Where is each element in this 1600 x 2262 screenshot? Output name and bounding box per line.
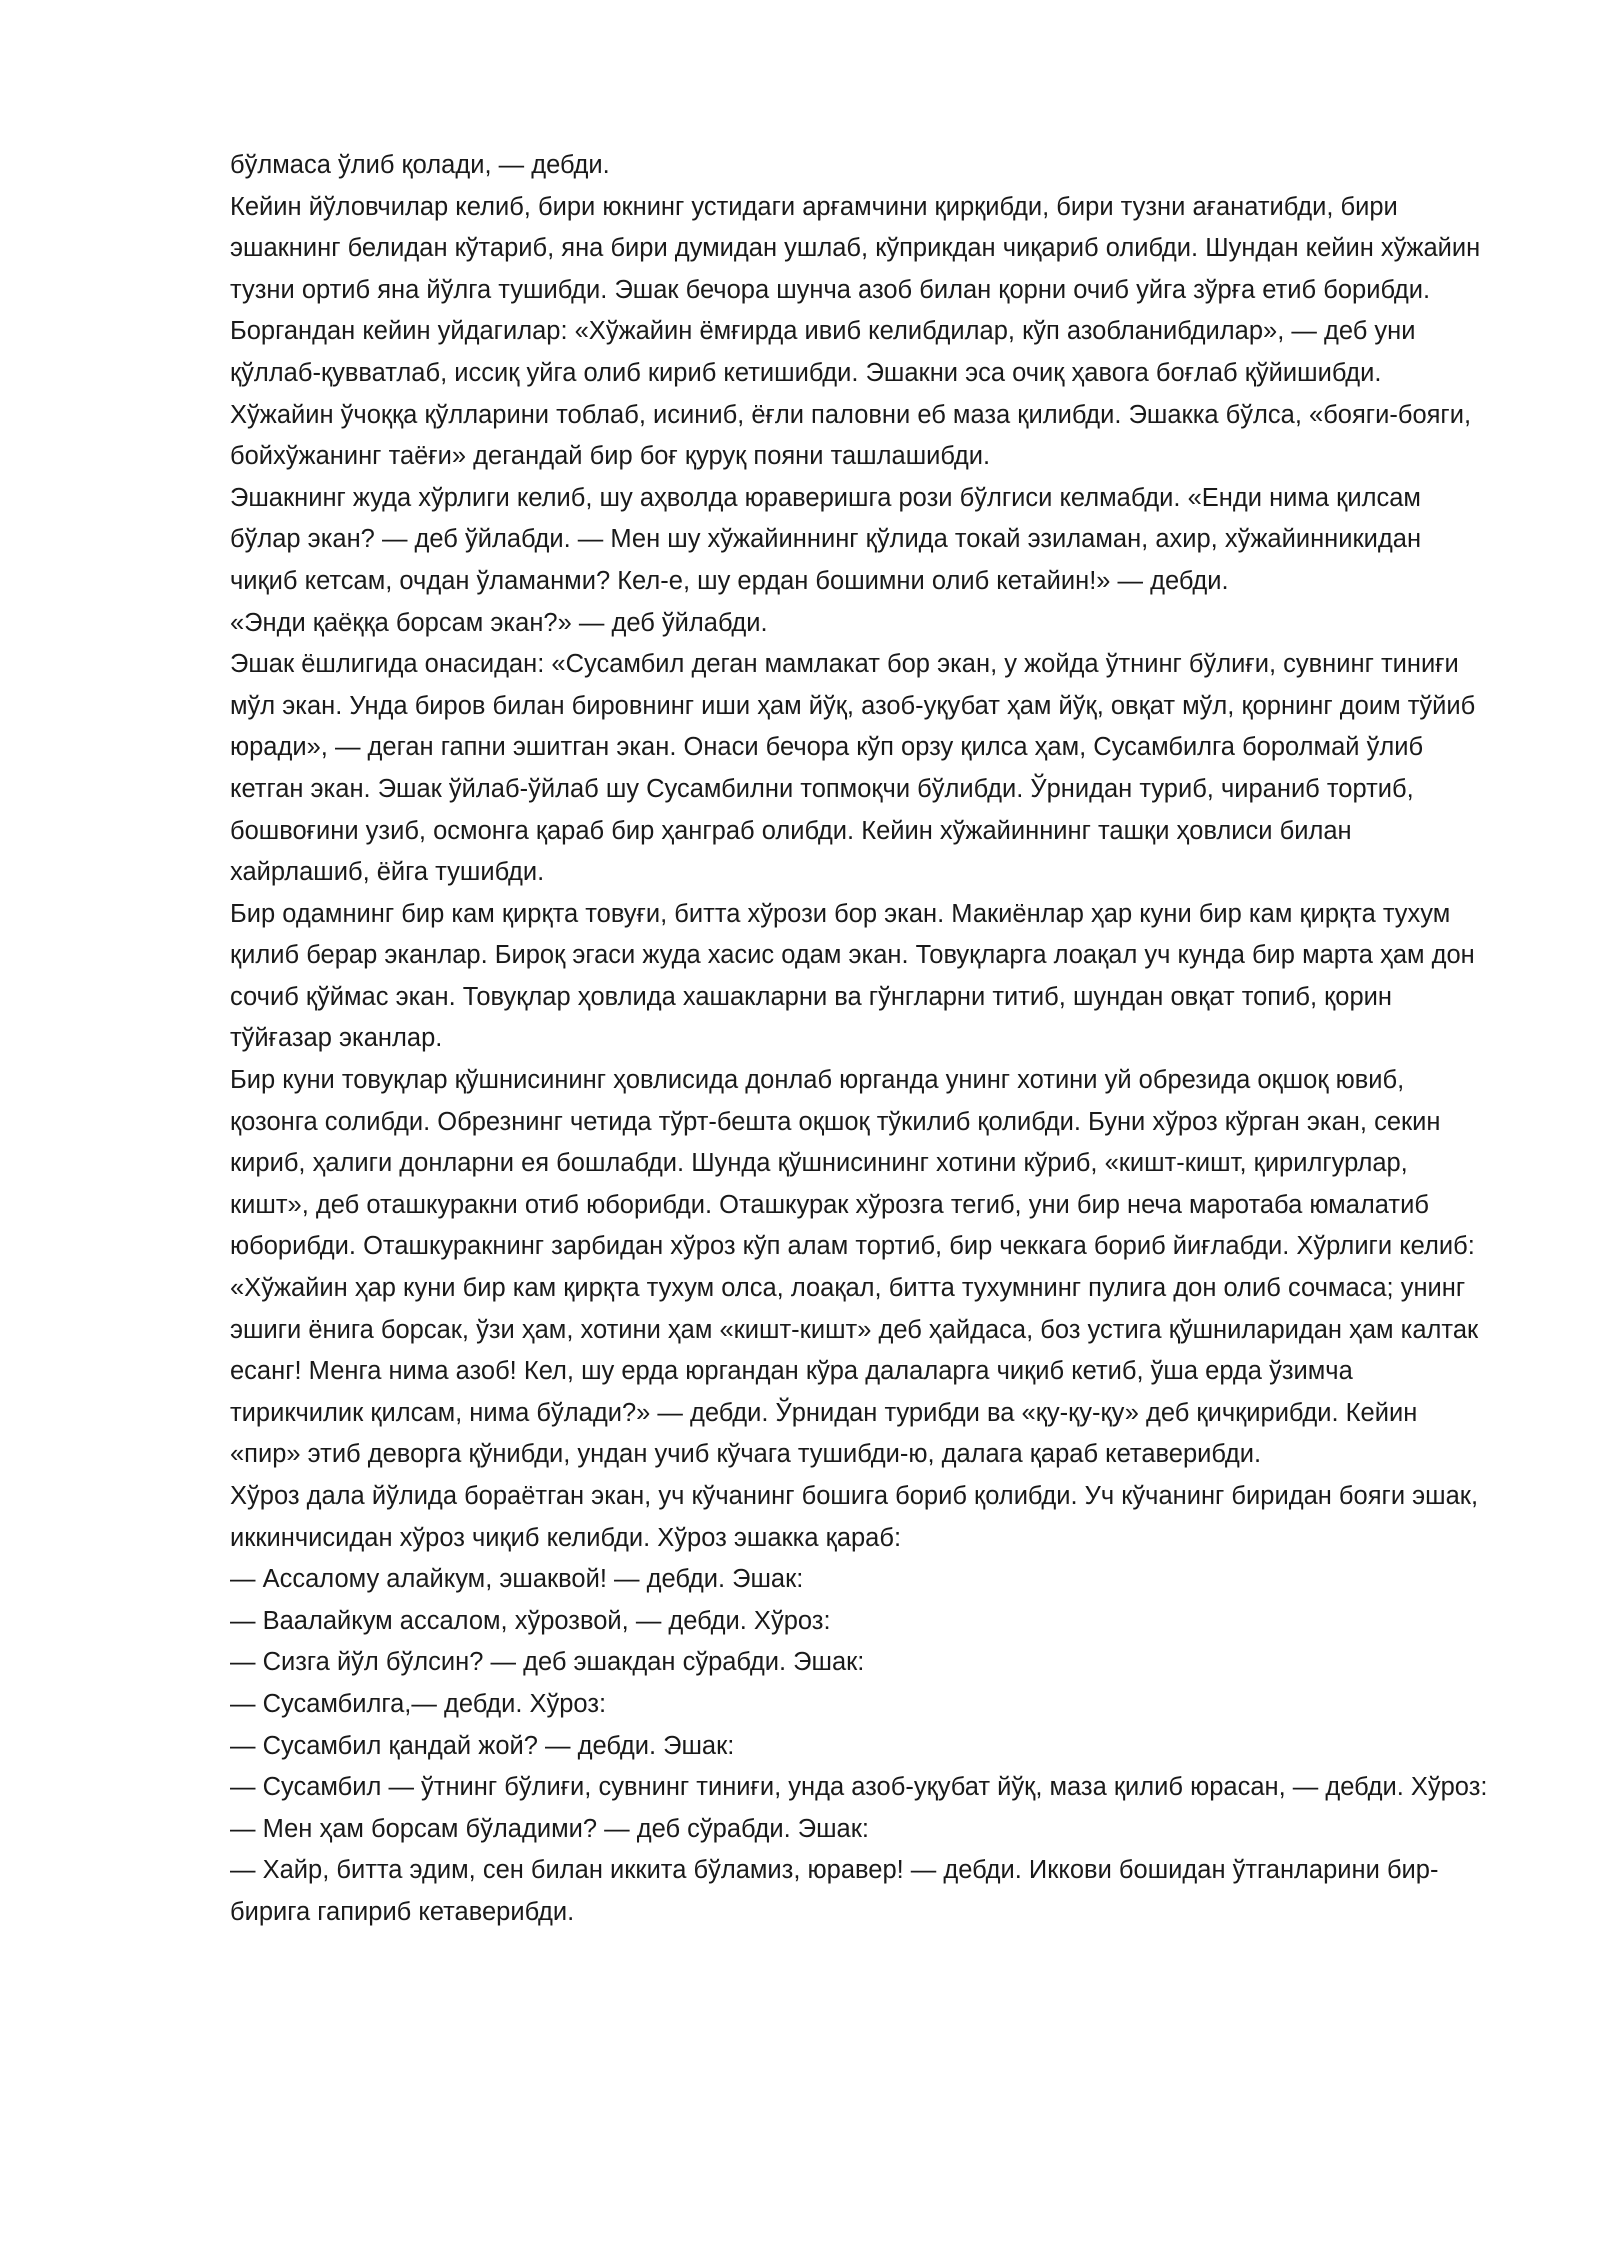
paragraph-7: Бир куни товуқлар қўшнисининг ҳовлисида донлаб юрганда унинг хотини уй обрезида оқшоқ ювиб, қозонга солибди. Обрезнинг четида тўрт-бешта оқшоқ тўкилиб қолибди. Буни хўроз кўрган экан, секин кириб, ҳалиги донларни ея бошлабди. Шунда қўшнисининг хотини кўриб, «кишт-кишт, қирилгурлар, кишт», деб оташкуракни отиб юборибди. Оташкурак хўрозга тегиб, уни бир неча маротаба юмалатиб юборибди. Оташкуракнинг зарбидан хўроз кўп алам тортиб, бир чеккага бориб йиғлабди. Хўрлиги келиб: «Хўжайин ҳар куни бир кам қирқта тухум олса, лоақал, битта тухумнинг пулига дон олиб сочмаса; унинг эшиги ёнига борсак, ўзи ҳам, хотини ҳам «кишт-кишт» деб ҳайдаса, боз устига қўшниларидан ҳам калтак есанг! Менга нима азоб! Кел, шу ерда юргандан кўра далаларга чиқиб кетиб, ўша ерда ўзимча тирикчилик қилсам, нима бўлади?» — дебди. Ўрнидан турибди ва «қу-қу-қу» деб қичқирибди. Кейин «пир» этиб деворга қўнибди, ундан учиб кўчага тушибди-ю, далага қараб кетаверибди. xyxy=(230,1066,1479,1469)
dialogue-line-2: — Ваалайкум ассалом, хўрозвой, — дебди. Хўроз: xyxy=(230,1606,831,1635)
paragraph-1: бўлмаса ўлиб қолади, — дебди. xyxy=(230,151,610,179)
dialogue-line-6: — Сусамбил — ўтнинг бўлиғи, сувнинг тиниғи, унда азоб-уқубат йўқ, маза қилиб юрасан, — дебди. Хўроз: xyxy=(230,1773,1488,1802)
paragraph-8: Хўроз дала йўлида бораётган экан, уч кўчанинг бошига бориб қолибди. Уч кўчанинг биридан бояги эшак, иккинчисидан хўроз чиқиб келибди. Хўроз эшакка қараб: xyxy=(230,1482,1479,1552)
document-body xyxy=(230,145,1490,1934)
paragraph-5: Эшак ёшлигида онасидан: «Сусамбил деган мамлакат бор экан, у жойда ўтнинг бўлиғи, сувнинг тиниғи мўл экан. Унда биров билан бировнинг иши ҳам йўқ, азоб-уқубат ҳам йўқ, овқат мўл, қорнинг доим тўйиб юради», — деган гапни эшитган экан. Онаси бечора кўп орзу қилса ҳам, Сусамбилга боролмай ўлиб кетган экан. Эшак ўйлаб-ўйлаб шу Сусамбилни топмоқчи бўлибди. Ўрнидан туриб, чираниб тортиб, бошвоғини узиб, осмонга қараб бир ҳанграб олибди. Кейин хўжайиннинг ташқи ҳовлиси билан хайрлашиб, ёйга тушибди. xyxy=(230,650,1476,887)
paragraph-4: «Энди қаёққа борсам экан?» — деб ўйлабди. xyxy=(230,608,768,637)
paragraph-2: Кейин йўловчилар келиб, бири юкнинг устидаги арғамчини қирқибди, бири тузни ағанатибди, бири эшакнинг белидан кўтариб, яна бири думидан ушлаб, кўприкдан чиқариб олибди. Шундан кейин хўжайин тузни ортиб яна йўлга тушибди. Эшак бечора шунча азоб билан қорни очиб уйга зўрға етиб борибди. Боргандан кейин уйдагилар: «Хўжайин ёмғирда ивиб келибдилар, кўп азобланибдилар», — деб уни қўллаб-қувватлаб, иссиқ уйга олиб кириб кетишибди. Эшакни эса очиқ ҳавога боғлаб қўйишибди. Хўжайин ўчоққа қўлларини тоблаб, исиниб, ёғли паловни еб маза қилибди. Эшакка бўлса, «бояги-бояги, бойхўжанинг таёғи» дегандай бир боғ қуруқ пояни ташлашибди. xyxy=(230,192,1481,471)
dialogue-line-7: — Мен ҳам борсам бўладими? — деб сўрабди. Эшак: xyxy=(230,1814,869,1843)
paragraph-6: Бир одамнинг бир кам қирқта товуғи, битта хўрози бор экан. Макиёнлар ҳар куни бир кам қирқта тухум қилиб берар эканлар. Бироқ эгаси жуда хасис одам экан. Товуқларга лоақал уч кунда бир марта ҳам дон сочиб қўймас экан. Товуқлар ҳовлида хашакларни ва гўнгларни титиб, шундан овқат топиб, қорин тўйғазар эканлар. xyxy=(230,899,1475,1053)
dialogue-line-8: — Хайр, битта эдим, сен билан иккита бўламиз, юравер! — дебди. Иккови бошидан ўтганларини бир-бирига гапириб кетаверибди. xyxy=(230,1856,1439,1926)
dialogue-line-5: — Сусамбил қандай жой? — дебди. Эшак: xyxy=(230,1731,735,1760)
dialogue-line-1: — Ассалому алайкум, эшаквой! — дебди. Эшак: xyxy=(230,1565,804,1594)
dialogue-line-3: — Сизга йўл бўлсин? — деб эшакдан сўрабди. Эшак: xyxy=(230,1648,865,1677)
paragraph-3: Эшакнинг жуда хўрлиги келиб, шу аҳволда юраверишга рози бўлгиси келмабди. «Енди нима қилсам бўлар экан? — деб ўйлабди. — Мен шу хўжайиннинг қўлида токай эзиламан, ахир, хўжайинникидан чиқиб кетсам, очдан ўламанми? Кел-е, шу ердан бошимни олиб кетайин!» — дебди. xyxy=(230,483,1422,595)
dialogue-line-4: — Сусамбилга,— дебди. Хўроз: xyxy=(230,1689,607,1718)
